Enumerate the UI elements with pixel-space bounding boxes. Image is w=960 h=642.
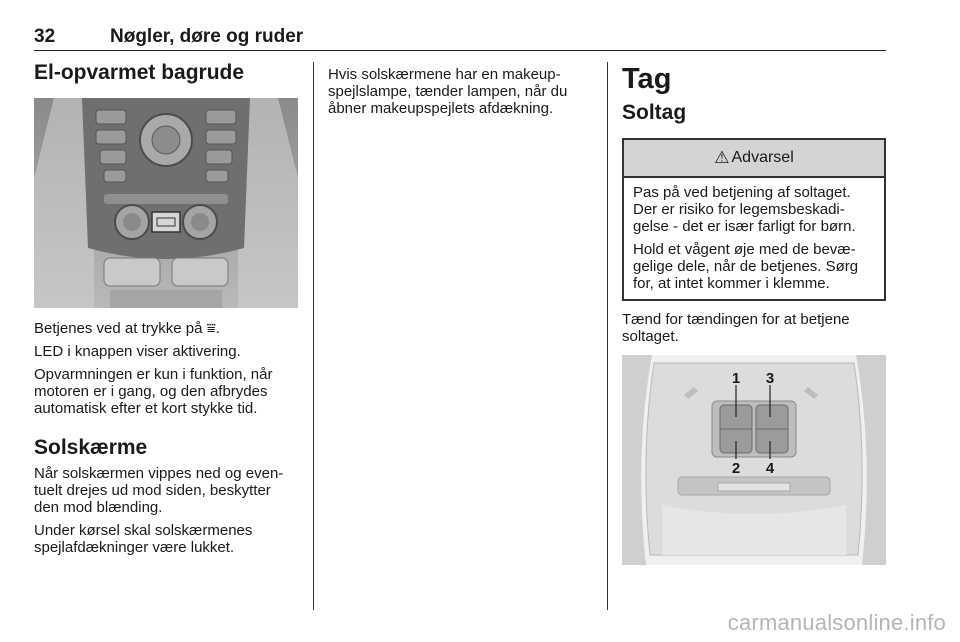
warning-body bbox=[624, 178, 884, 299]
watermark: carmanualsonline.info bbox=[727, 610, 946, 635]
warning-text-2: Hold et vågent øje med de bevæ-gelige dele, når de betjenes. Sørg for, at intet kommer i klemme. bbox=[633, 241, 859, 292]
sunroof-switch-photo bbox=[622, 355, 886, 565]
paragraph-led: LED i knappen viser aktivering. bbox=[34, 343, 241, 360]
paragraph-visor-tilt: Når solskærmen vippes ned og even-tuelt drejes ud mod siden, beskytter den mod blænding. bbox=[34, 465, 284, 516]
section-title-sunroof: Soltag bbox=[622, 101, 687, 124]
center-console-photo bbox=[34, 98, 298, 308]
warning-header bbox=[624, 140, 884, 178]
column-3 bbox=[622, 60, 886, 565]
column-divider-left bbox=[313, 62, 314, 610]
callout-1: 1 bbox=[731, 370, 741, 387]
warning-text-1: Pas på ved betjening af soltaget. Der er risiko for legemsbeskadi-gelse - det er især farligt for børn. bbox=[633, 184, 856, 235]
page-number: 32 bbox=[34, 26, 56, 47]
callout-4: 4 bbox=[765, 460, 775, 477]
page-header bbox=[34, 26, 886, 51]
section-title-rear-window: El-opvarmet bagrude bbox=[34, 61, 245, 84]
callout-3: 3 bbox=[765, 370, 775, 387]
warning-triangle-icon: ⚠ bbox=[714, 148, 730, 167]
callout-2: 2 bbox=[731, 460, 741, 477]
paragraph-visor-driving: Under kørsel skal solskærmenes spejlafdækninger være lukket. bbox=[34, 522, 253, 556]
paragraph-ignition: Tænd for tændingen for at betjene soltaget. bbox=[622, 311, 850, 345]
paragraph-makeup-lamp: Hvis solskærmene har en makeup-spejlslampe, tænder lampen, når du åbner makeupspejlets afdækning. bbox=[328, 66, 568, 117]
column-divider-right bbox=[607, 62, 608, 610]
section-title-roof: Tag bbox=[622, 63, 672, 95]
paragraph-heating: Opvarmningen er kun i funktion, når motoren er i gang, og den afbrydes automatisk efter et kort stykke tid. bbox=[34, 366, 273, 417]
warning-label: Advarsel bbox=[731, 149, 794, 166]
section-title-sun-visors: Solskærme bbox=[34, 436, 148, 459]
column-1 bbox=[34, 60, 298, 562]
paragraph-operate: Betjenes ved at trykke på ⩸. bbox=[34, 320, 220, 337]
warning-box bbox=[622, 138, 886, 301]
chapter-title: Nøgler, døre og ruder bbox=[110, 26, 304, 47]
column-2 bbox=[328, 66, 592, 123]
